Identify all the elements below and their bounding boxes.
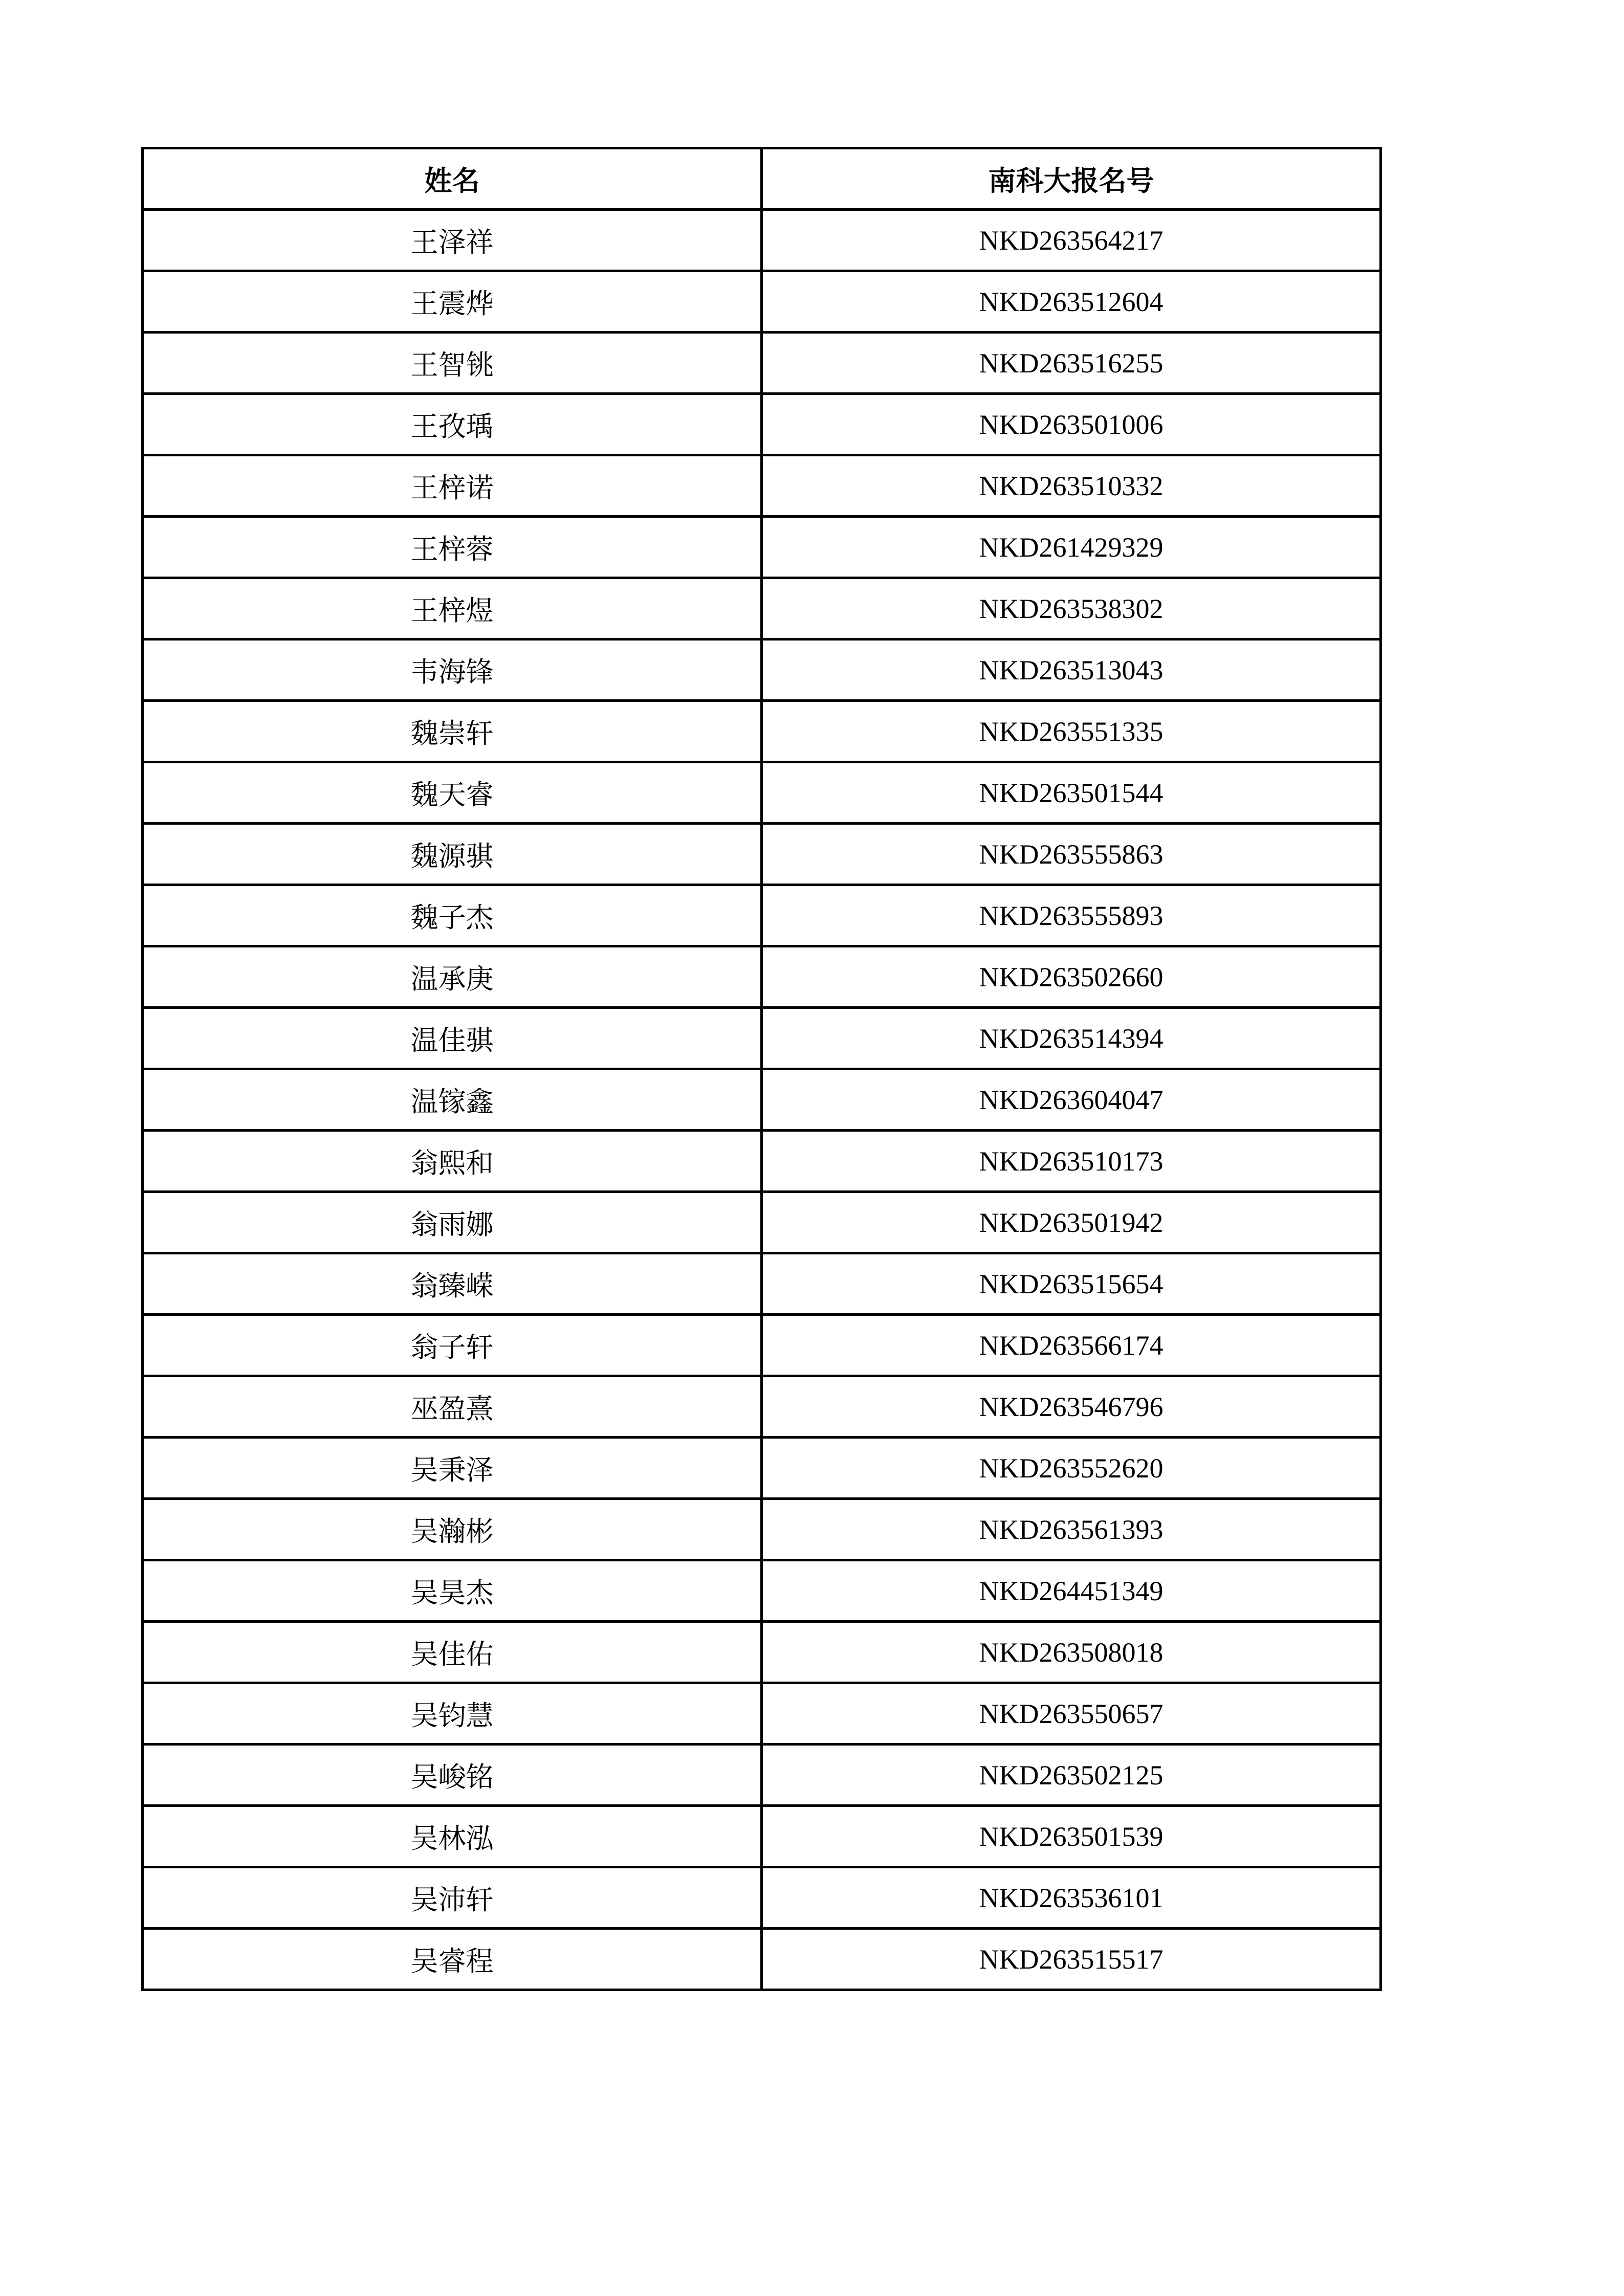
table-row xyxy=(143,333,1381,394)
column-header-name: 姓名 xyxy=(143,148,762,210)
table-row xyxy=(143,517,1381,578)
registration-number-cell: NKD263536101 xyxy=(762,1867,1381,1929)
student-name-cell: 翁熙和 xyxy=(143,1131,762,1192)
registration-number-cell: NKD263516255 xyxy=(762,333,1381,394)
header-row xyxy=(143,148,1381,210)
student-name-cell: 温镓鑫 xyxy=(143,1069,762,1131)
table-row xyxy=(143,1192,1381,1253)
registration-number-cell: NKD263550657 xyxy=(762,1683,1381,1745)
table-row xyxy=(143,578,1381,639)
student-name-cell: 王震烨 xyxy=(143,271,762,333)
table-row xyxy=(143,1929,1381,1990)
table-row xyxy=(143,455,1381,517)
registration-number-cell: NKD263604047 xyxy=(762,1069,1381,1131)
student-name-cell: 王智铫 xyxy=(143,333,762,394)
registration-number-cell: NKD263501006 xyxy=(762,394,1381,455)
registration-number-cell: NKD263512604 xyxy=(762,271,1381,333)
student-name-cell: 吴瀚彬 xyxy=(143,1499,762,1560)
registration-number-cell: NKD263501942 xyxy=(762,1192,1381,1253)
student-name-cell: 魏天睿 xyxy=(143,762,762,824)
student-name-cell: 魏子杰 xyxy=(143,885,762,946)
registration-number-cell: NKD263502660 xyxy=(762,946,1381,1008)
registration-number-cell: NKD263513043 xyxy=(762,639,1381,701)
student-name-cell: 韦海锋 xyxy=(143,639,762,701)
registration-number-cell: NKD263538302 xyxy=(762,578,1381,639)
table-row xyxy=(143,762,1381,824)
table-row xyxy=(143,1253,1381,1315)
table-row xyxy=(143,1745,1381,1806)
student-name-cell: 魏崇轩 xyxy=(143,701,762,762)
table-row xyxy=(143,885,1381,946)
student-name-cell: 魏源骐 xyxy=(143,824,762,885)
registration-number-cell: NKD263501544 xyxy=(762,762,1381,824)
table-row xyxy=(143,394,1381,455)
student-name-cell: 王孜瑀 xyxy=(143,394,762,455)
student-name-cell: 温佳骐 xyxy=(143,1008,762,1069)
column-header-reg-no: 南科大报名号 xyxy=(762,148,1381,210)
table-body xyxy=(143,210,1381,1990)
table-row xyxy=(143,639,1381,701)
registration-number-cell: NKD263510173 xyxy=(762,1131,1381,1192)
student-name-cell: 吴沛轩 xyxy=(143,1867,762,1929)
table-row xyxy=(143,1438,1381,1499)
registration-number-cell: NKD263551335 xyxy=(762,701,1381,762)
table-row xyxy=(143,1376,1381,1438)
registration-number-cell: NKD263501539 xyxy=(762,1806,1381,1867)
registration-number-cell: NKD263555863 xyxy=(762,824,1381,885)
student-name-cell: 翁雨娜 xyxy=(143,1192,762,1253)
table-row xyxy=(143,210,1381,271)
student-name-cell: 王梓蓉 xyxy=(143,517,762,578)
registration-number-cell: NKD264451349 xyxy=(762,1560,1381,1622)
student-name-cell: 吴睿程 xyxy=(143,1929,762,1990)
student-name-cell: 吴钧慧 xyxy=(143,1683,762,1745)
student-name-cell: 王泽祥 xyxy=(143,210,762,271)
student-name-cell: 巫盈熹 xyxy=(143,1376,762,1438)
registration-number-cell: NKD263552620 xyxy=(762,1438,1381,1499)
table-row xyxy=(143,1008,1381,1069)
table-row xyxy=(143,1622,1381,1683)
registration-number-cell: NKD261429329 xyxy=(762,517,1381,578)
table-row xyxy=(143,946,1381,1008)
student-name-cell: 吴峻铭 xyxy=(143,1745,762,1806)
registration-number-cell: NKD263564217 xyxy=(762,210,1381,271)
registration-number-cell: NKD263515654 xyxy=(762,1253,1381,1315)
student-name-cell: 王梓煜 xyxy=(143,578,762,639)
student-name-cell: 王梓诺 xyxy=(143,455,762,517)
registration-number-cell: NKD263502125 xyxy=(762,1745,1381,1806)
table-row xyxy=(143,824,1381,885)
registration-number-cell: NKD263566174 xyxy=(762,1315,1381,1376)
registration-number-cell: NKD263555893 xyxy=(762,885,1381,946)
table-row xyxy=(143,271,1381,333)
registration-number-cell: NKD263508018 xyxy=(762,1622,1381,1683)
registration-number-cell: NKD263515517 xyxy=(762,1929,1381,1990)
student-name-cell: 翁子轩 xyxy=(143,1315,762,1376)
table-row xyxy=(143,1867,1381,1929)
registration-number-cell: NKD263546796 xyxy=(762,1376,1381,1438)
student-name-cell: 吴佳佑 xyxy=(143,1622,762,1683)
table-row xyxy=(143,701,1381,762)
student-name-cell: 翁臻嵘 xyxy=(143,1253,762,1315)
student-name-cell: 吴昊杰 xyxy=(143,1560,762,1622)
registration-number-cell: NKD263561393 xyxy=(762,1499,1381,1560)
table-row xyxy=(143,1315,1381,1376)
table-row xyxy=(143,1131,1381,1192)
student-name-cell: 吴秉泽 xyxy=(143,1438,762,1499)
table-row xyxy=(143,1069,1381,1131)
student-name-cell: 温承庚 xyxy=(143,946,762,1008)
table-row xyxy=(143,1683,1381,1745)
table-row xyxy=(143,1560,1381,1622)
registration-number-cell: NKD263514394 xyxy=(762,1008,1381,1069)
table-row xyxy=(143,1806,1381,1867)
student-name-cell: 吴林泓 xyxy=(143,1806,762,1867)
table-row xyxy=(143,1499,1381,1560)
registration-number-cell: NKD263510332 xyxy=(762,455,1381,517)
applicant-table xyxy=(141,147,1382,1991)
